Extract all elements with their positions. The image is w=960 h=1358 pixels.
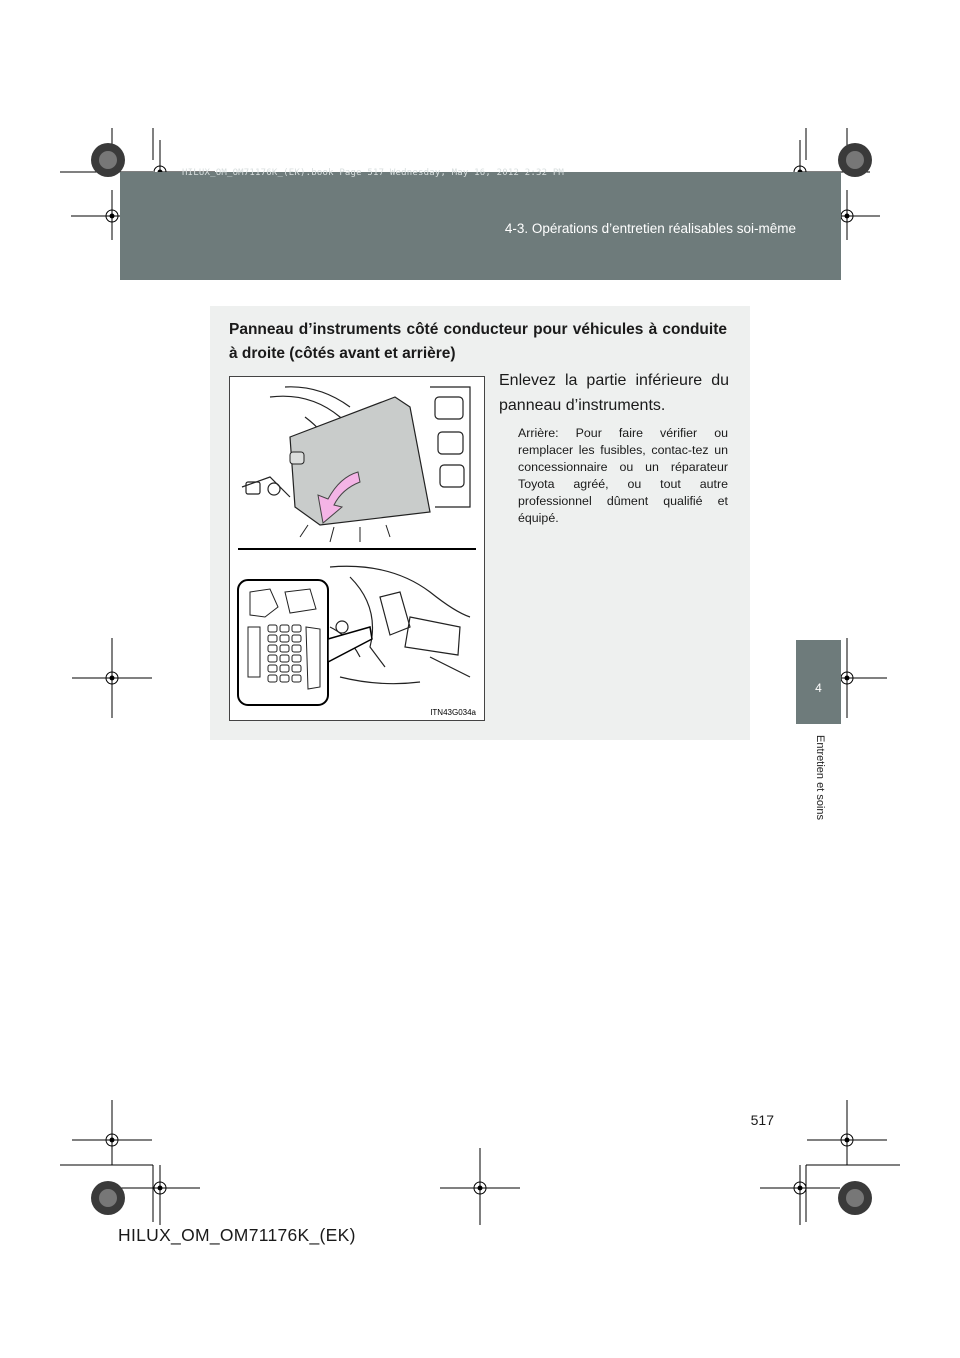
note-text: Arrière: Pour faire vérifier ou remplacer les fusibles, contac-tez un concessionnaire ou un réparateur Toyota agréé, ou tout autre professionnel dûment qualifié et équipé. — [518, 426, 728, 525]
chapter-number: 4 — [815, 681, 822, 695]
chapter-label: Entretien et soins — [814, 735, 826, 820]
book-stamp: HILUX_OM_OM71176K_(EK).book Page 517 Wednesday, May 16, 2012 2:32 PM — [182, 168, 565, 178]
page-number: 517 — [750, 1112, 774, 1128]
figure-code: ITN43G034a — [430, 708, 476, 717]
section-heading: Panneau d’instruments côté conducteur pour véhicules à conduite à droite (côtés avant et arrière) — [229, 321, 727, 362]
document-code: HILUX_OM_OM71176K_(EK) — [118, 1225, 356, 1245]
section-title: 4-3. Opérations d’entretien réalisables soi-même — [504, 221, 796, 236]
instrument-panel-figure — [229, 376, 485, 721]
instruction-text: Enlevez la partie inférieure du panneau d’instruments. — [499, 372, 729, 414]
